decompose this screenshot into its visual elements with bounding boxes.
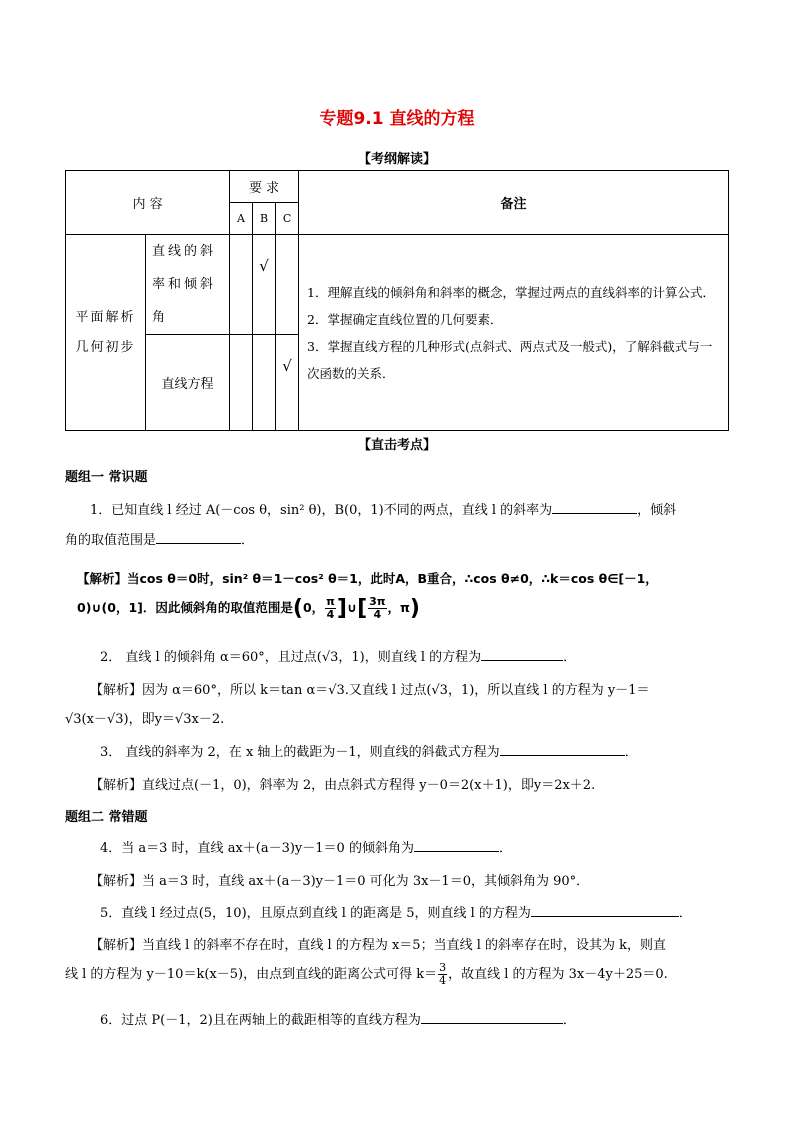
header-notes: 备注 <box>299 171 729 235</box>
q1-text-end: ，倾斜 <box>637 503 677 518</box>
fraction-3-over-4 <box>438 962 447 987</box>
question-5 <box>100 902 692 921</box>
answer-blank <box>421 1011 563 1024</box>
q3-text: 3． 直线的斜率为 2，在 x 轴上的截距为－1，则直线的斜截式方程为 <box>100 745 500 760</box>
fraction-3pi-over-4 <box>368 596 386 621</box>
header-level-b: B <box>253 203 276 235</box>
question-6 <box>100 1009 576 1028</box>
cell-eq-b <box>253 335 276 431</box>
question-1-cont <box>65 529 254 548</box>
q1-text-cont: 角的取值范围是 <box>65 533 157 548</box>
q3-period: ． <box>624 745 638 760</box>
solution-5-line1: 【解析】当直线 l 的斜率不存在时，直线 l 的方程为 x＝5；当直线 l 的斜率存在时，设其为 k，则直 <box>90 938 667 953</box>
question-2 <box>100 646 576 665</box>
answer-blank <box>156 531 241 544</box>
answer-blank <box>531 904 679 917</box>
group-heading-1: 题组一 常识题 <box>65 470 148 485</box>
check-mark-icon: √ <box>276 335 299 431</box>
check-mark-icon: √ <box>253 235 276 335</box>
notes-cell <box>299 235 729 431</box>
solution-2-line1: 【解析】因为 α＝60°，所以 k＝tan α＝√3.又直线 l 过点(√3，1)，所以直线 l 的方程为 y－1＝ <box>90 683 650 698</box>
question-1 <box>90 499 676 518</box>
cell-slope-c <box>276 235 299 335</box>
s5-text-end: ，故直线 l 的方程为 3x－4y＋25＝0. <box>448 967 668 982</box>
solution-1-line1: 【解析】当cos θ＝0时，sin² θ＝1－cos² θ＝1，此时A，B重合，∴cos θ≠0，∴k＝cos θ∈[－1， <box>77 571 658 586</box>
answer-blank <box>414 839 499 852</box>
group-heading-2: 题组二 常错题 <box>65 810 148 825</box>
answer-blank <box>552 501 637 514</box>
section-heading-syllabus: 【考纲解读】 <box>357 152 436 167</box>
solution-2-line2: √3(x－√3)，即y＝√3x－2. <box>65 712 225 727</box>
answer-blank <box>500 743 625 756</box>
header-level-c: C <box>276 203 299 235</box>
solution-5-line2 <box>65 962 668 987</box>
solution-3: 【解析】直线过点(－1，0)，斜率为 2，由点斜式方程得 y－0＝2(x＋1)，即y＝2x＋2. <box>90 778 596 793</box>
q4-period: ． <box>498 841 512 856</box>
note-2: 2．掌握确定直线位置的几何要素． <box>307 311 503 327</box>
q6-text: 6．过点 P(－1，2)且在两轴上的截距相等的直线方程为 <box>100 1013 421 1028</box>
question-4 <box>100 837 512 856</box>
s5-text: 线 l 的方程为 y－10＝k(x－5)，由点到直线的距离公式可得 k＝ <box>65 967 438 982</box>
subtopic-slope: 直线的斜率和倾斜角 <box>146 235 230 335</box>
q6-period: ． <box>562 1013 576 1028</box>
q2-period: ． <box>563 650 577 665</box>
solution-4: 【解析】当 a＝3 时，直线 ax＋(a－3)y－1＝0 可化为 3x－1＝0，其倾斜角为 90°． <box>90 874 590 889</box>
cell-slope-a <box>230 235 253 335</box>
frac-num: 3π <box>369 595 386 608</box>
frac-num: 3 <box>439 961 447 974</box>
frac-den: 4 <box>439 974 447 987</box>
bracket: [ <box>357 596 368 621</box>
bracket: ] <box>336 596 347 621</box>
s1-pi: ，π <box>387 600 410 615</box>
cell-eq-a <box>230 335 253 431</box>
note-3: 3．掌握直线方程的几种形式(点斜式、两点式及一般式)，了解斜截式与一次函数的关系． <box>307 338 713 381</box>
question-3 <box>100 741 638 760</box>
q4-text: 4．当 a＝3 时，直线 ax＋(a－3)y－1＝0 的倾斜角为 <box>100 841 414 856</box>
header-content: 内 容 <box>66 171 230 235</box>
frac-den: 4 <box>373 608 382 621</box>
header-requirement: 要 求 <box>230 171 299 203</box>
q1-text: 1．已知直线 l 经过 A(－cos θ，sin² θ)，B(0，1)不同的两点，直线 l 的斜率为 <box>90 503 553 518</box>
section-heading-practice: 【直击考点】 <box>357 438 436 453</box>
s1-zero: 0， <box>302 600 325 615</box>
syllabus-table <box>65 170 729 431</box>
note-1: 1．理解直线的倾斜角和斜率的概念，掌握过两点的直线斜率的计算公式． <box>307 284 715 300</box>
q5-period: ． <box>678 906 692 921</box>
fraction-pi-over-4 <box>325 596 336 621</box>
subtopic-equation: 直线方程 <box>146 335 230 431</box>
frac-den: 4 <box>326 608 335 621</box>
bracket: ) <box>409 596 420 621</box>
page-title: 专题9.1 直线的方程 <box>319 109 475 129</box>
header-level-a: A <box>230 203 253 235</box>
frac-num: π <box>326 595 335 608</box>
s1-text: 0)∪(0，1]．因此倾斜角的取值范围是 <box>77 600 293 615</box>
q2-text: 2． 直线 l 的倾斜角 α＝60°，且过点(√3，1)，则直线 l 的方程为 <box>100 650 482 665</box>
answer-blank <box>481 648 563 661</box>
bracket: ( <box>292 596 303 621</box>
q5-text: 5．直线 l 经过点(5，10)，且原点到直线 l 的距离是 5，则直线 l 的方程为 <box>100 906 531 921</box>
union-symbol: ∪ <box>346 600 358 615</box>
topic-cell: 平面解析几何初步 <box>66 235 146 431</box>
q1-period: ． <box>241 533 255 548</box>
solution-1-line2 <box>77 596 420 621</box>
